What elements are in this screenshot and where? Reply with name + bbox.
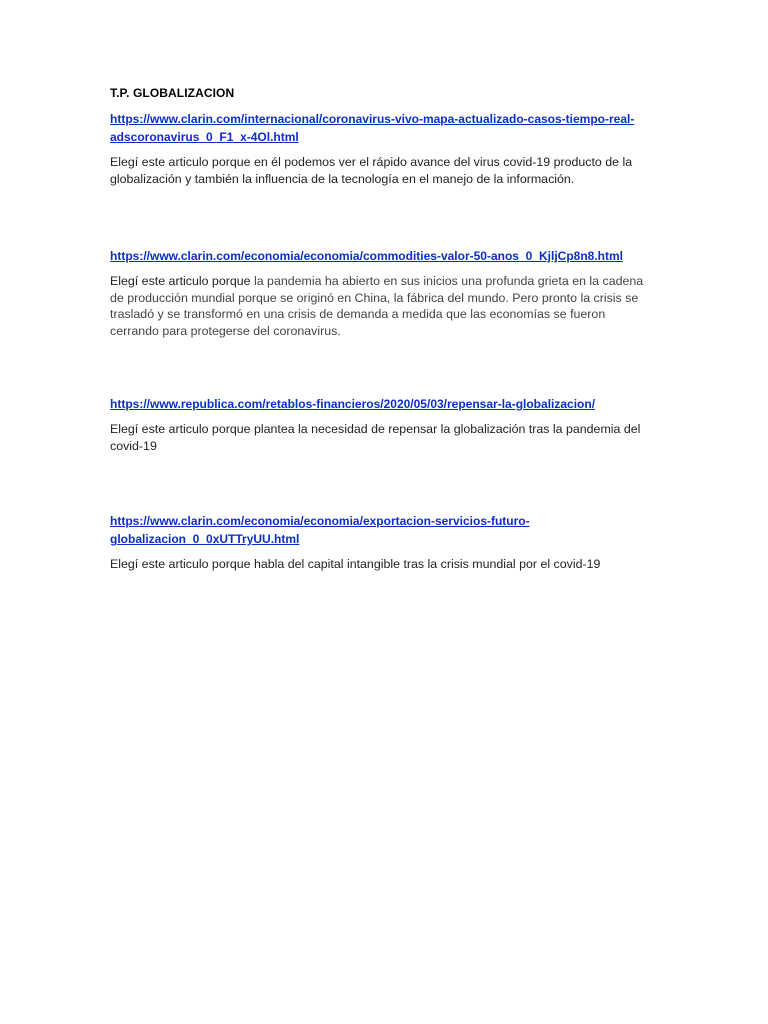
document-title: T.P. GLOBALIZACION — [110, 86, 235, 100]
article-link-2-line1: https://www.clarin.com/economia/economia/commodities-valor-50-anos_0_KjljCp8n8.html — [110, 249, 624, 263]
article-entry-2 — [110, 247, 655, 339]
article-link-3-line1: https://www.republica.com/retablos-financieros/2020/05/03/repensar-la-globalizacion/ — [110, 397, 596, 411]
article-link-1-line1: https://www.clarin.com/internacional/coronavirus-vivo-mapa-actualizado-casos-tiempo-real- — [110, 112, 635, 126]
article-description-2: Elegí este articulo porque la pandemia ha abierto en sus inicios una profunda grieta en la cadena de producción mundial porque se originó en China, la fábrica del mundo. Pero pronto la crisis se trasladó y se transformó en una crisis de demanda a medida que las economías se fueron cerrando para protegerse del coronavirus. — [110, 274, 644, 338]
article-link-4[interactable] — [110, 512, 655, 548]
article-link-1[interactable] — [110, 110, 655, 146]
article-entry-3 — [110, 395, 655, 454]
article-link-2[interactable] — [110, 247, 655, 265]
article-description-4: Elegí este articulo porque habla del capital intangible tras la crisis mundial por el covid-19 — [110, 557, 601, 571]
article-link-4-line2: globalizacion_0_0xUTTryUU.html — [110, 532, 300, 546]
article-link-3[interactable] — [110, 395, 655, 413]
article-entry-4 — [110, 512, 655, 573]
article-link-1-line2: adscoronavirus_0_F1_x-4Ol.html — [110, 130, 299, 144]
article-entry-1 — [110, 110, 655, 187]
article-description-3: Elegí este articulo porque plantea la necesidad de repensar la globalización tras la pandemia del covid-19 — [110, 422, 641, 453]
document-page — [110, 86, 655, 573]
article-link-4-line1: https://www.clarin.com/economia/economia/exportacion-servicios-futuro- — [110, 514, 530, 528]
article-description-1: Elegí este articulo porque en él podemos ver el rápido avance del virus covid-19 producto de la globalización y también la influencia de la tecnología en el manejo de la información. — [110, 155, 633, 186]
